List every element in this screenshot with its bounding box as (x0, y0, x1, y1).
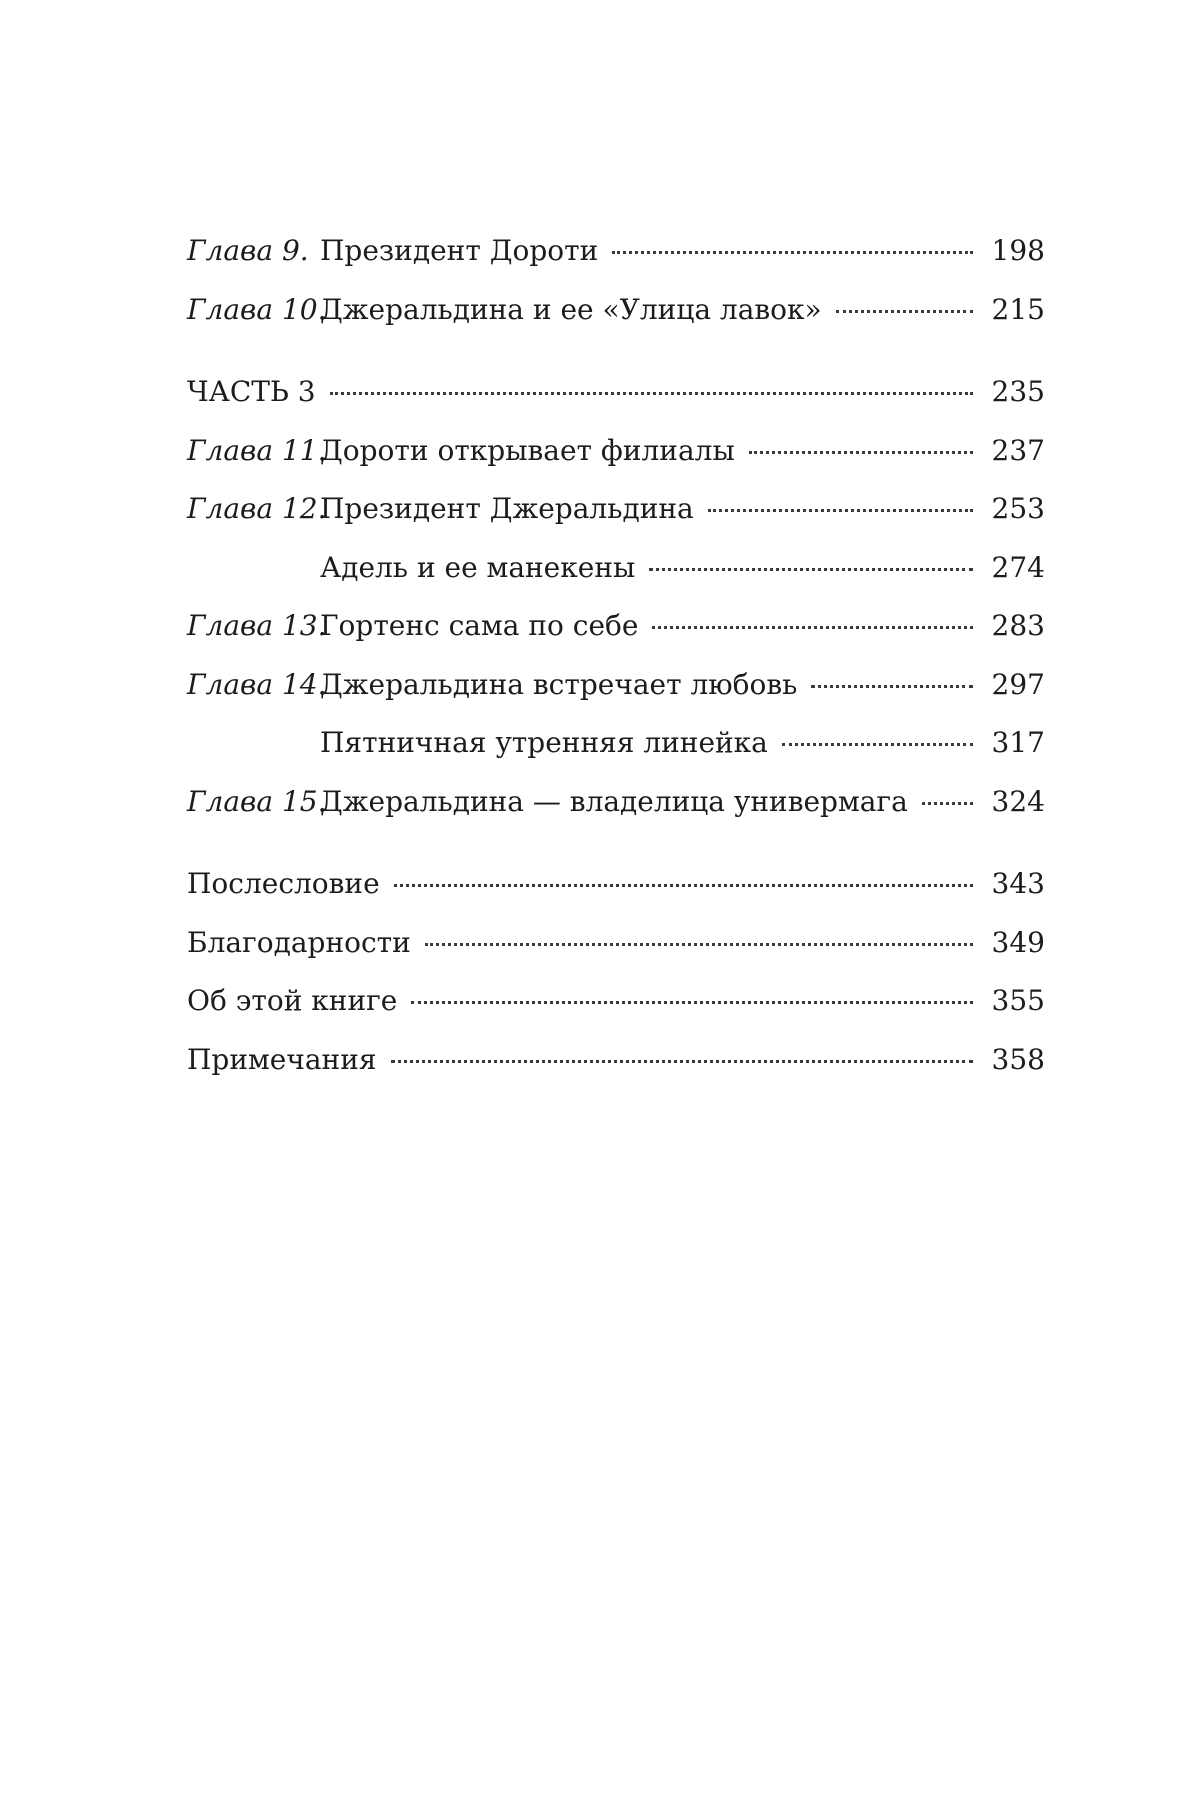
dot-leader (708, 509, 973, 512)
toc-entry-label: Глава 14. (187, 667, 327, 701)
toc-entry-title: Джеральдина — владелица универмага (320, 784, 908, 818)
toc-entry-page: 297 (991, 667, 1045, 701)
toc-entry-page: 215 (991, 292, 1045, 326)
toc-entry-part-3 (187, 363, 1045, 422)
toc-entry-subsection-adel (187, 539, 1045, 598)
toc-entry-title: Президент Джеральдина (320, 492, 694, 525)
dot-leader (652, 626, 973, 629)
toc-entry-title: Благодарности (187, 925, 411, 959)
toc-entry-label: Глава 11. (187, 433, 327, 467)
toc-entry-label: Глава 13. (187, 609, 327, 642)
dot-leader (330, 392, 973, 395)
toc-entry-page: 317 (991, 726, 1045, 759)
toc-entry-chapter-15 (187, 773, 1045, 832)
table-of-contents (187, 222, 1045, 1089)
toc-entry-page: 343 (991, 867, 1045, 900)
dot-leader (425, 943, 973, 946)
dot-leader (391, 1060, 973, 1063)
toc-entry-notes (187, 1031, 1045, 1090)
dot-leader (612, 251, 973, 254)
toc-entry-title: Джеральдина встречает любовь (320, 667, 798, 701)
toc-entry-page: 274 (991, 550, 1045, 584)
toc-entry-title: Пятничная утренняя линейка (320, 726, 768, 759)
toc-entry-page: 283 (991, 609, 1045, 642)
toc-entry-title: Адель и ее манекены (320, 550, 636, 584)
toc-entry-title: Послесловие (187, 867, 380, 900)
toc-entry-chapter-13 (187, 597, 1045, 656)
toc-entry-title: ЧАСТЬ 3 (187, 375, 316, 408)
toc-entry-chapter-12 (187, 480, 1045, 539)
toc-entry-page: 349 (991, 925, 1045, 959)
toc-entry-page: 324 (991, 784, 1045, 818)
dot-leader (811, 685, 973, 688)
dot-leader (922, 802, 973, 805)
toc-entry-page: 237 (991, 433, 1045, 467)
toc-entry-chapter-10 (187, 281, 1045, 340)
toc-entry-title: Примечания (187, 1042, 377, 1076)
toc-entry-title: Об этой книге (187, 984, 398, 1017)
toc-entry-label: Глава 15. (187, 784, 327, 818)
toc-entry-acknowledgements (187, 914, 1045, 973)
toc-entry-title: Джеральдина и ее «Улица лавок» (320, 292, 822, 326)
dot-leader (411, 1001, 973, 1004)
dot-leader (649, 568, 973, 571)
toc-entry-chapter-11 (187, 422, 1045, 481)
toc-entry-title: Гортенс сама по себе (320, 609, 639, 642)
toc-entry-chapter-9 (187, 222, 1045, 281)
toc-entry-afterword (187, 855, 1045, 914)
toc-entry-title: Президент Дороти (320, 234, 599, 267)
dot-leader (394, 884, 973, 887)
dot-leader (836, 310, 973, 313)
toc-entry-page: 355 (991, 984, 1045, 1017)
toc-entry-chapter-14 (187, 656, 1045, 715)
dot-leader (782, 743, 973, 746)
toc-entry-label: Глава 9. (187, 234, 309, 267)
toc-entry-page: 253 (991, 492, 1045, 525)
toc-entry-label: Глава 12. (187, 492, 327, 525)
toc-entry-page: 358 (991, 1042, 1045, 1076)
toc-entry-page: 198 (991, 234, 1045, 267)
toc-entry-page: 235 (991, 375, 1045, 408)
toc-entry-subsection-friday (187, 714, 1045, 773)
dot-leader (749, 451, 973, 454)
toc-entry-label: Глава 10. (187, 292, 327, 326)
toc-entry-title: Дороти открывает филиалы (320, 433, 735, 467)
toc-entry-about-book (187, 972, 1045, 1031)
